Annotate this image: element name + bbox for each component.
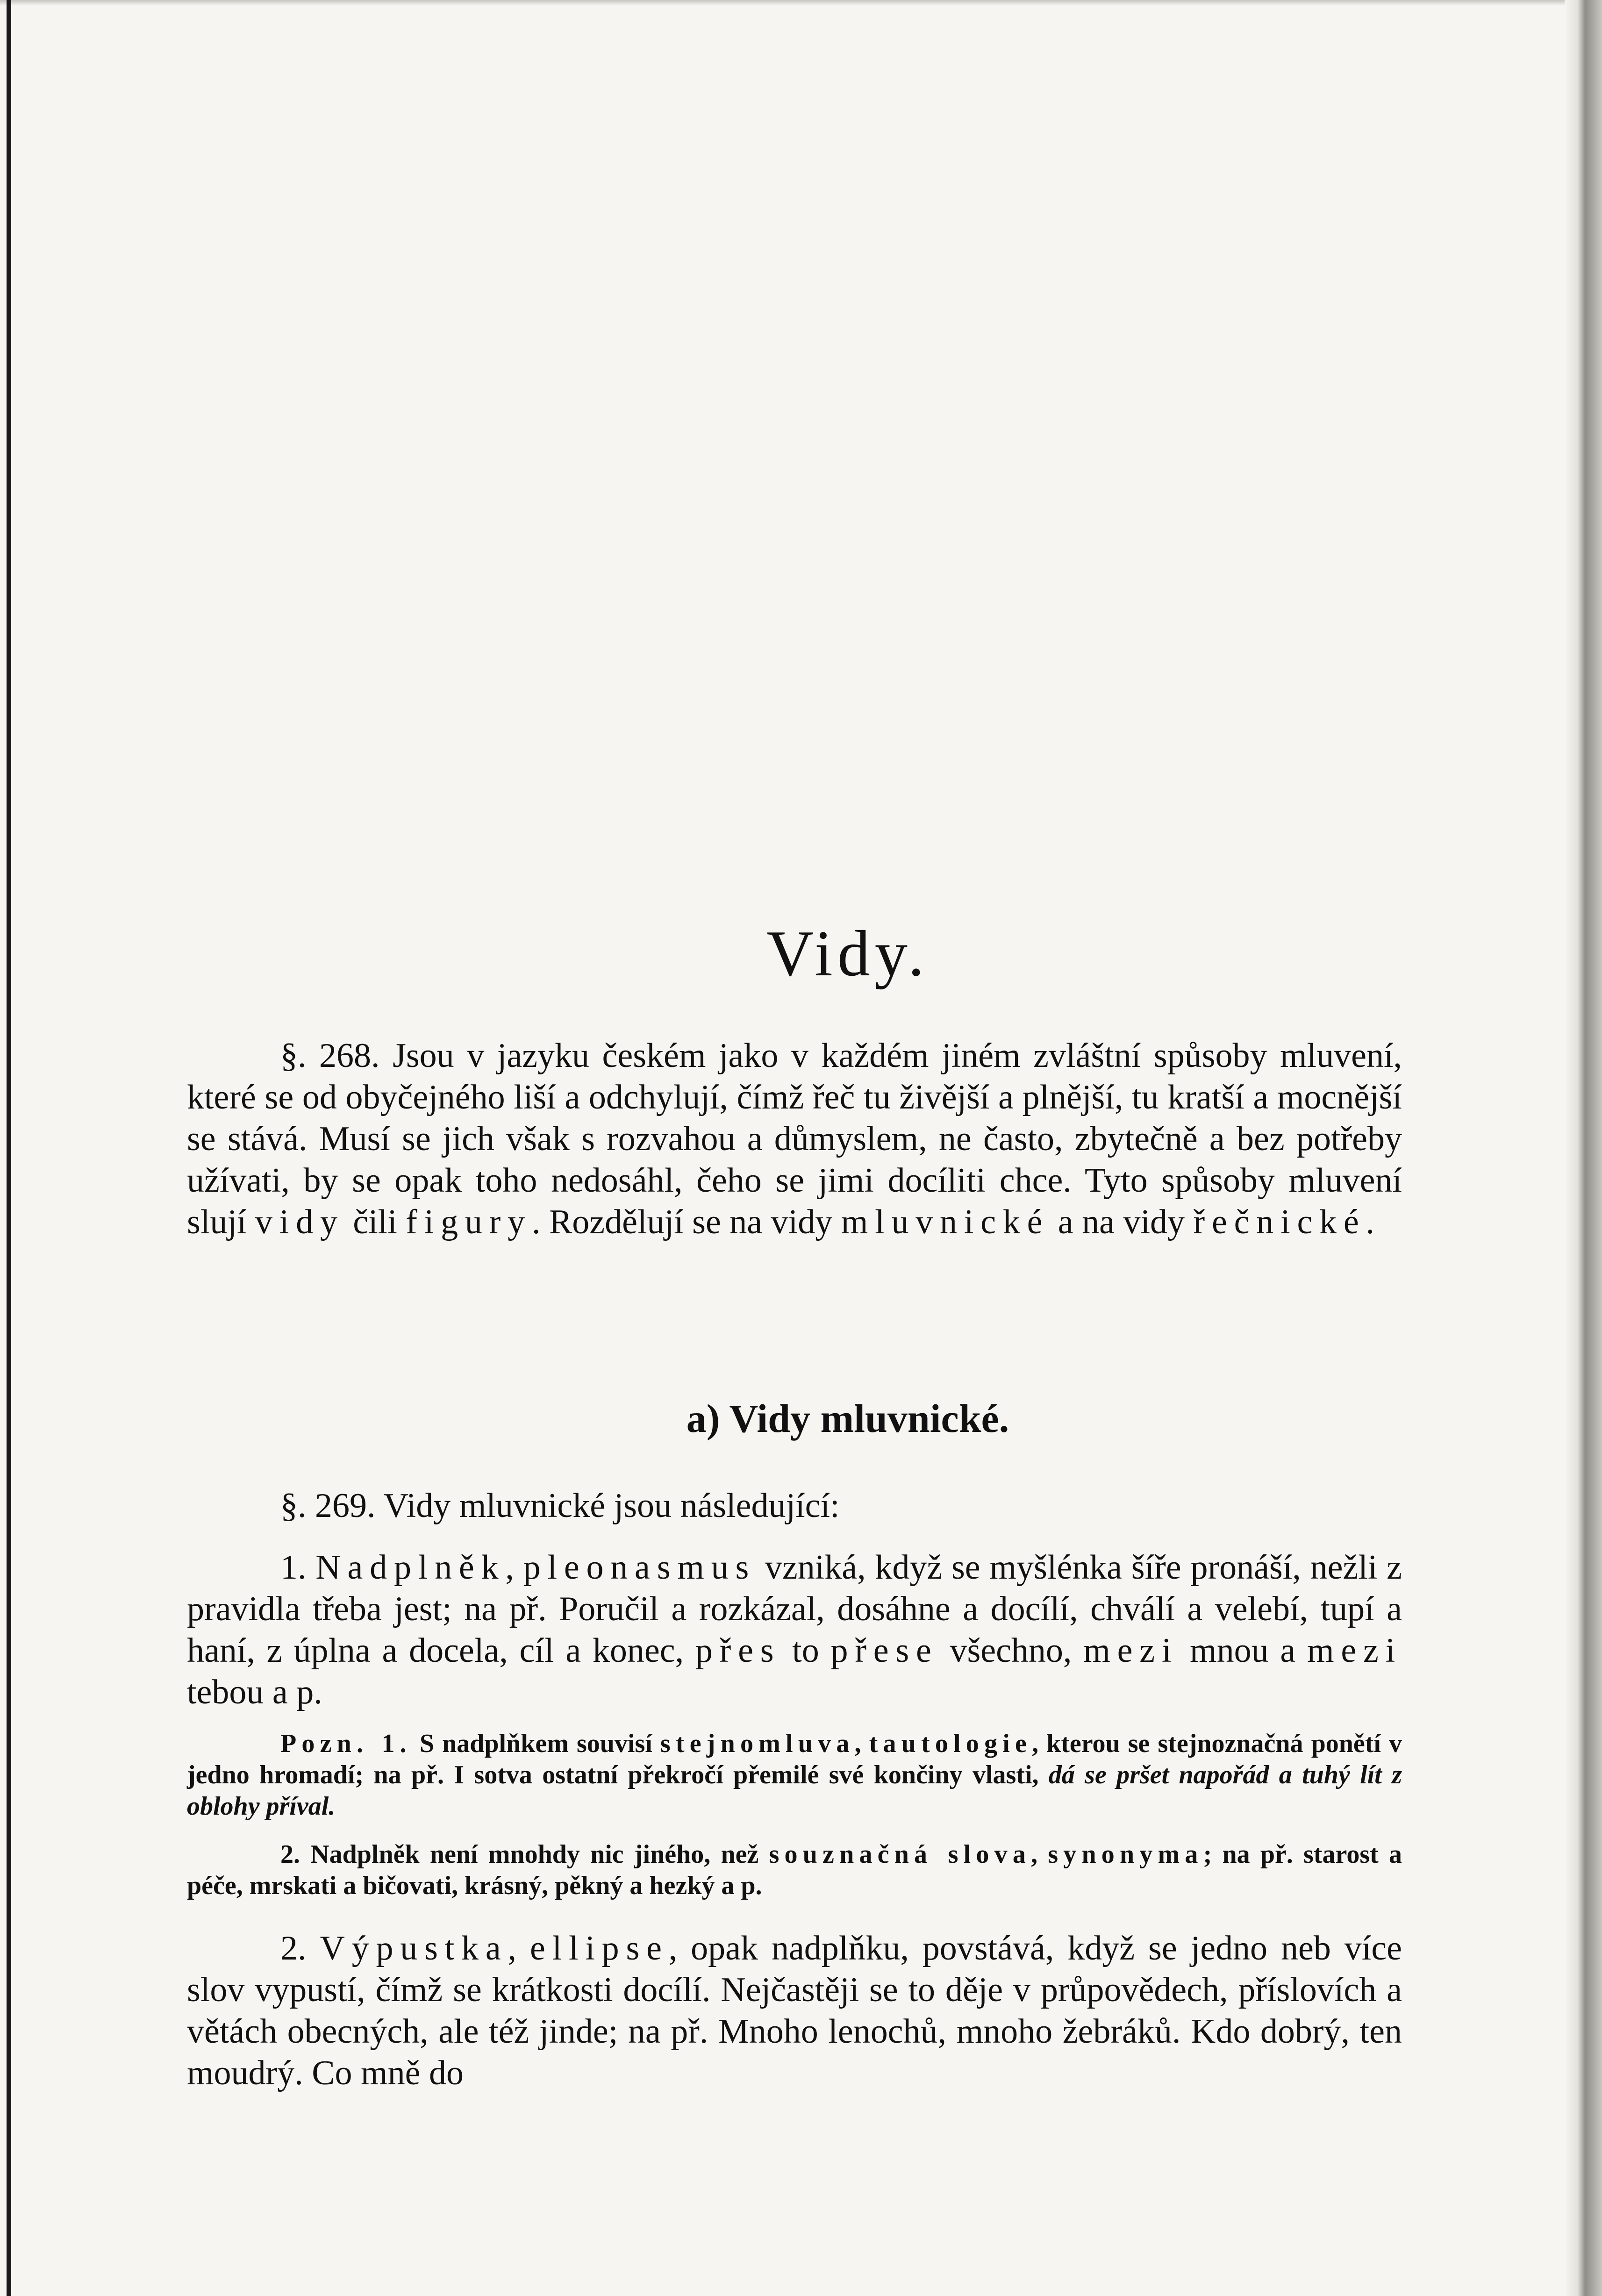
- scan-right-edge: [1565, 0, 1602, 2296]
- paragraph-number: §. 268.: [280, 1037, 380, 1075]
- term-souznacna-slova: souznačná slova: [769, 1840, 1031, 1869]
- note-1: [187, 1728, 1402, 1822]
- text: čili: [344, 1203, 406, 1241]
- text: a na vidy: [1049, 1203, 1194, 1241]
- text: tebou a p.: [187, 1673, 322, 1711]
- term-stejnomluva: stejnomluva: [660, 1729, 855, 1758]
- term-ellipse: ellipse: [529, 1929, 669, 1967]
- term-recnicke: řečnické: [1193, 1203, 1366, 1241]
- paragraph-269: §. 269. Vidy mluvnické jsou následující:: [280, 1487, 840, 1525]
- text: ,: [508, 1929, 530, 1967]
- text: to: [780, 1631, 831, 1670]
- italic-quote: dá se pršet napořád a tuhý lít z oblohy příval.: [187, 1760, 1402, 1821]
- term-nadplnek: Nadplněk: [315, 1548, 506, 1587]
- term-synonyma: synonyma: [1048, 1840, 1203, 1869]
- scan-top-edge: [0, 0, 1602, 6]
- spaced-word: mezi: [1307, 1631, 1402, 1670]
- note-label: Pozn. 1.: [280, 1729, 412, 1758]
- text: vzniká, když se myšlénka šíře pronáší, nežli z pravidla třeba jest; na př. Poručil a rozkázal, dosáhne a docílí, chválí a velebí, tupí a haní, z úplna a docela, cíl a konec,: [187, 1548, 1402, 1670]
- spaced-word: mezi: [1083, 1631, 1179, 1670]
- text: .: [1366, 1203, 1375, 1241]
- term-figury: figury: [406, 1203, 532, 1241]
- item-number: 2.: [280, 1929, 320, 1967]
- scan-left-edge: [7, 0, 11, 2296]
- item-1: [187, 1547, 1402, 1713]
- text: mnou a: [1178, 1631, 1307, 1670]
- text: všechno,: [938, 1631, 1084, 1670]
- term-mluvnicke: mluvnické: [841, 1203, 1050, 1241]
- spaced-word: přes: [695, 1631, 781, 1670]
- text: S nadplňkem souvisí: [411, 1729, 660, 1758]
- page-title: Vidy.: [766, 917, 929, 990]
- text: ,: [854, 1729, 869, 1758]
- paragraph-268: [187, 1035, 1402, 1243]
- text: , kterou se stejnoznačná ponětí v jedno hromadí; na př. I sotva ostatní překročí přemilé své končiny vlasti,: [187, 1729, 1402, 1789]
- item-number: 1.: [280, 1548, 316, 1587]
- term-vypustka: Výpustka: [320, 1929, 508, 1967]
- term-pleonasmus: pleonasmus: [523, 1548, 756, 1587]
- text: ,: [1031, 1840, 1048, 1869]
- text: Jsou v jazyku českém jako v každém jiném zvláštní spůsoby mluvení, které se od obyčejného liší a odchylují, čímž řeč tu živější a plnější, tu kratší a mocnější se stává. Musí se jich však s rozvahou a důmyslem, ne často, zbytečně a bez potřeby užívati, by se opak toho nedosáhl, čeho se jimi docíliti chce. Tyto spůsoby mluvení slují: [187, 1037, 1402, 1241]
- item-2: [187, 1928, 1402, 2094]
- text: , opak nadplňku, povstává, když se jedno neb více slov vypustí, čímž se krátkosti docílí. Nejčastěji se to děje v průpovědech, příslovích a větách obecných, ale též jinde; na př. Mnoho lenochů, mnoho žebráků. Kdo dobrý, ten moudrý. Co mně do: [187, 1929, 1402, 2092]
- text: . Rozdělují se na vidy: [531, 1203, 841, 1241]
- text: ; na př. starost a péče, mrskati a bičovati, krásný, pěkný a hezký a p.: [187, 1840, 1402, 1900]
- note-2: [187, 1839, 1402, 1902]
- text: 2. Nadplněk není mnohdy nic jiného, než: [280, 1840, 769, 1869]
- section-heading: a) Vidy mluvnické.: [686, 1396, 1009, 1441]
- term-tautologie: tautologie: [869, 1729, 1032, 1758]
- term-vidy: vidy: [255, 1203, 344, 1241]
- text: ,: [505, 1548, 523, 1587]
- spaced-word: přese: [830, 1631, 938, 1670]
